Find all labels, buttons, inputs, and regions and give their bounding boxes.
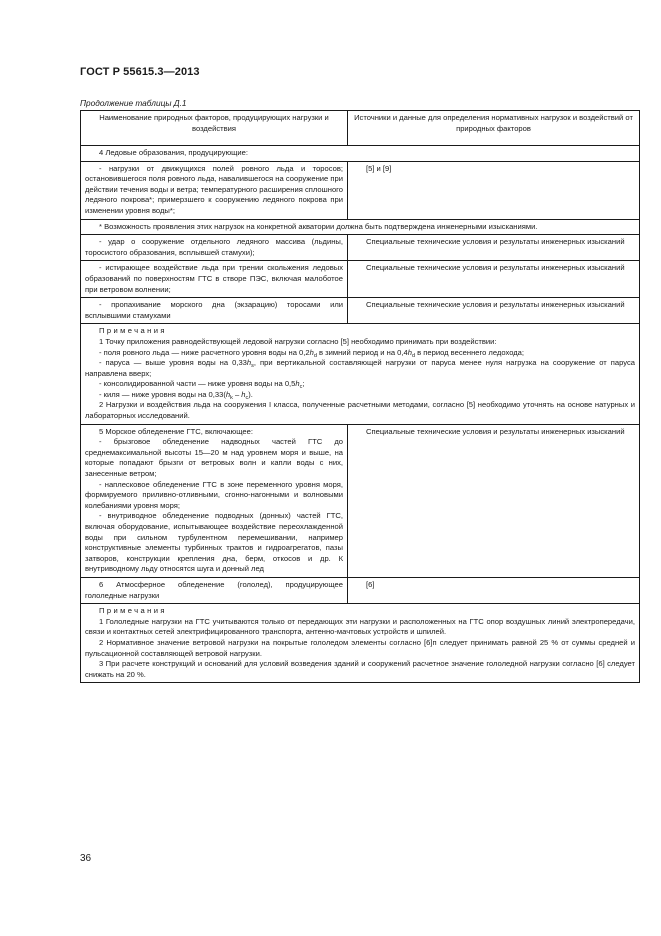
impact-source: Специальные технические условия и результаты инженерных изысканий [366, 237, 625, 247]
notes1-bullet-1: - поля ровного льда — ниже расчетного уровня воды на $0,2h_d$ в зимний период и на $0,4h_d$ в период весеннего ледохода; [99, 347, 525, 359]
notes1-bullet-4: - киля — ниже уровня воды на $0,33(h_k - h_c)$. [99, 389, 253, 401]
notes2-item-3: 3 При расчете конструкций и оснований для условий возведения зданий и сооружений расчетное значение гололедной нагрузки согласно [6] следует снижать на 20 %. [85, 659, 635, 679]
table-row [81, 161, 640, 219]
table-row [81, 298, 640, 324]
col1-header: Наименование природных факторов, продуцирующих нагрузки и воздействия [81, 111, 348, 146]
icing-title: 5 Морское обледенение ГТС, включающее: [99, 426, 253, 436]
document-header: ГОСТ Р 55615.3—2013 [80, 66, 200, 78]
ice-loads-source: [5] и [9] [348, 161, 640, 219]
notes2-title: Примечания [99, 606, 167, 616]
footnote-text: * Возможность проявления этих нагрузок на конкретной акватории должна быть подтверждена инженерными изысканиями. [99, 221, 538, 231]
table-header-row [81, 111, 640, 146]
notes1-row [81, 324, 640, 424]
icing-source: Специальные технические условия и результаты инженерных изысканий [366, 426, 625, 436]
abrasion-source: Специальные технические условия и результаты инженерных изысканий [366, 263, 625, 273]
section4-title: 4 Ледовые образования, продуцирующие: [81, 146, 640, 162]
page-number: 36 [80, 853, 92, 864]
glaze-text: 6 Атмосферное обледенение (гололед), продуцирующее гололедные нагрузки [85, 579, 343, 600]
col2-header: Источники и данные для определения нормативных нагрузок и воздействий от природных факторов [348, 111, 640, 146]
loads-table [80, 110, 640, 683]
icing-bullet-1: - брызговое обледенение надводных частей ГТС до среднемаксимальной высоты 15—20 м над уровнем моря и выше, на которые попадают брызги от ветровых волн и капли воды с них, занесенные ветром; [85, 437, 343, 479]
footnote-row [81, 219, 640, 235]
table-row [81, 424, 640, 577]
table-row [81, 577, 640, 603]
glaze-source: [6] [348, 577, 640, 603]
notes1-item-1: 1 Точку приложения равнодействующей ледовой нагрузки согласно [5] необходимо принимать при воздействии: [99, 336, 497, 346]
notes1-item-2: 2 Нагрузки и воздействия льда на сооружения I класса, полученные расчетными методами, согласно [5] необходимо уточнять на основе натурных и лабораторных исследований. [85, 400, 635, 421]
abrasion-text: - истирающее воздействие льда при трении скольжения ледовых образований по поверхностям ГТС в створе ПЭС, включая малоботое при ветровом волнении; [85, 263, 343, 294]
section4-row [81, 146, 640, 162]
notes1-bullet-3: - консолидированной части — ниже уровня воды на $0,5h_c$; [99, 379, 305, 391]
table-caption: Продолжение таблицы Д.1 [80, 98, 187, 108]
table-row [81, 235, 640, 261]
notes2-item-2: 2 Нормативное значение ветровой нагрузки на покрытые гололедом элементы согласно [6]п следует принимать равной 25 % от суммы средней и пульсационной составляющей ветровой нагрузки. [85, 637, 635, 658]
icing-cell [81, 424, 348, 577]
ice-loads-text: - нагрузки от движущихся полей ровного льда и торосов; остановившегося поля ровного льда, навалившегося на сооружение при действии течения воды и ветра; температурного расширения сплошного ледяного покрова*; примерзшего к сооружению ледяного покрова при изменении уровня воды*; [85, 163, 343, 215]
gouge-text: - пропахивание морского дна (экзарацию) торосами или всплывшими стамухами [85, 300, 343, 320]
table-row [81, 261, 640, 298]
notes2-item-1: 1 Гололедные нагрузки на ГТС учитываются только от передающих эти нагрузки и расположенных на ГТС опор воздушных линий электропередачи, связи и контактных сетей электрифицированного транспорта, антенно-мачтовых устройств и шпилей. [85, 616, 635, 637]
notes-block-1 [81, 324, 640, 424]
notes1-title: Примечания [99, 326, 167, 336]
notes2-row [81, 604, 640, 683]
notes-block-2 [81, 604, 640, 683]
icing-bullet-3: - внутриводное обледенение подводных (донных) частей ГТС, включая оборудование, испытывающее воздействие переохлажденной воды при сильном турбулентном перемешивании, например конструктивные элементы турбинных трактов и гидроагрегатов, пазы затворов, конструкции крепления дна, берм, откосов и др. К внутриводному льду относятся шуга и донный лед [85, 511, 343, 574]
impact-text: - удар о сооружение отдельного ледяного массива (льдины, торосистого образования, всплывшей стамухи); [85, 237, 343, 257]
icing-bullet-2: - наплесковое обледенение ГТС в зоне переменного уровня моря, формируемого приливно-отливными, сгонно-нагонными и волновыми колебаниями уровня моря; [85, 479, 343, 510]
notes1-bullet-2: - паруса — выше уровня воды на $0,33h_s$, при вертикальной составляющей нагрузки от паруса менее нуля нагрузка на сооружение от паруса направлена вверх; [85, 358, 635, 378]
gouge-source: Специальные технические условия и результаты инженерных изысканий [366, 300, 625, 310]
